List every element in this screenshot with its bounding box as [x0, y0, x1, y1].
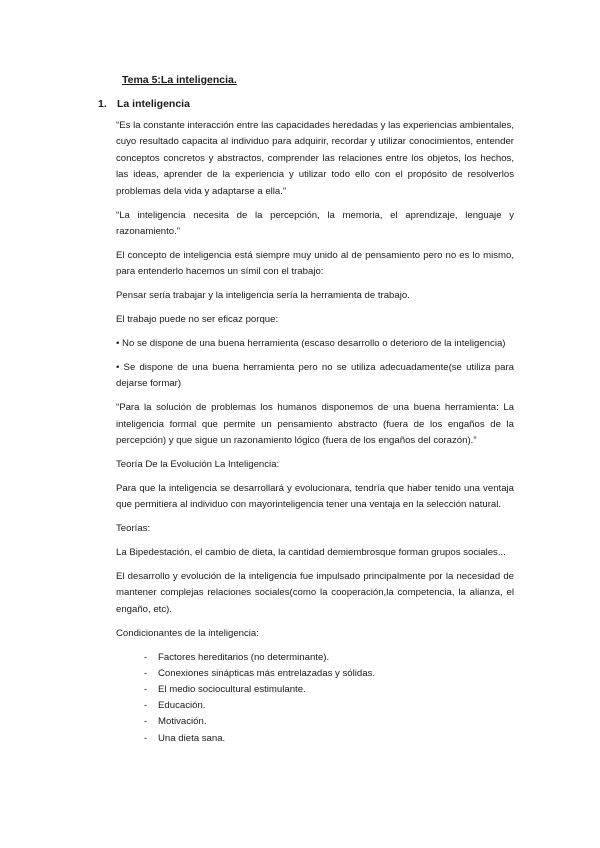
section-title: La inteligencia: [117, 98, 190, 110]
paragraph: “La inteligencia necesita de la percepción, la memoria, el aprendizaje, lenguaje y razonamiento.”: [116, 209, 514, 237]
list-item: - El medio sociocultural estimulante.: [116, 682, 514, 698]
section-number: 1.: [98, 98, 107, 110]
conditions-list: [116, 650, 514, 747]
paragraph: “Es la constante interacción entre las capacidades heredadas y las experiencias ambientales, cuyo resultado capacita al individuo para adquirir, recordar y utilizar conocimientos, entender conceptos concretos y abstractos, comprender las relaciones entre los objetos, los hechos, las ideas, aprender de la experiencia y utilizar todo ello con el propósito de resolverlos problemas dela vida y adaptarse a ella.”: [116, 120, 514, 197]
paragraph: La Bipedestación, el cambio de dieta, la cantidad demiembrosque forman grupos sociales...: [116, 547, 506, 559]
list-item: - Conexiones sinápticas más entrelazadas y sólidas.: [116, 666, 514, 682]
section-heading: [98, 98, 190, 110]
list-marker: -: [144, 683, 148, 695]
paragraph: “Para la solución de problemas los humanos disponemos de una buena herramienta: La inteligencia formal que permite un pensamiento abstracto (fuera de los engaños de la percepción) y que sigue un razonamiento lógico (fuera de los engaños del corazón).”: [116, 402, 514, 446]
bullet-paragraph: • No se dispone de una buena herramienta (escaso desarrollo o deterioro de la inteligencia): [116, 337, 506, 349]
list-item: - Educación.: [116, 698, 514, 714]
list-marker: -: [144, 716, 148, 728]
document-title: Tema 5:La inteligencia.: [122, 74, 237, 86]
subheading: Teoría De la Evolución La Inteligencia:: [116, 458, 280, 470]
document-body: [116, 118, 514, 747]
list-item: - Factores hereditarios (no determinante).: [116, 650, 514, 666]
list-marker: -: [144, 667, 148, 679]
list-item: - Una dieta sana.: [116, 731, 514, 747]
list-marker: -: [144, 651, 148, 663]
paragraph: Pensar sería trabajar y la inteligencia sería la herramienta de trabajo.: [116, 290, 410, 302]
subheading: Teorías:: [116, 523, 151, 535]
list-marker: -: [144, 732, 148, 744]
list-item: - Motivación.: [116, 714, 514, 730]
paragraph: El trabajo puede no ser eficaz porque:: [116, 314, 279, 326]
list-marker: -: [144, 700, 148, 712]
paragraph: El desarrollo y evolución de la inteligencia fue impulsado principalmente por la necesidad de mantener complejas relaciones sociales(como la cooperación,la competencia, la alianza, el engaño, etc).: [116, 570, 514, 615]
subheading: Condicionantes de la inteligencia:: [116, 627, 259, 639]
paragraph: El concepto de inteligencia está siempre muy unido al de pensamiento pero no es lo mismo, para entenderlo hacemos un símil con el trabajo:: [116, 249, 514, 278]
paragraph: Para que la inteligencia se desarrollará y evolucionara, tendría que haber tenido una ventaja que permitiera al individuo con mayorinteligencia tener una ventaja en la selección natural.: [116, 482, 514, 511]
bullet-paragraph: • Se dispone de una buena herramienta pero no se utiliza adecuadamente(se utiliza para dejarse formar): [116, 361, 514, 390]
